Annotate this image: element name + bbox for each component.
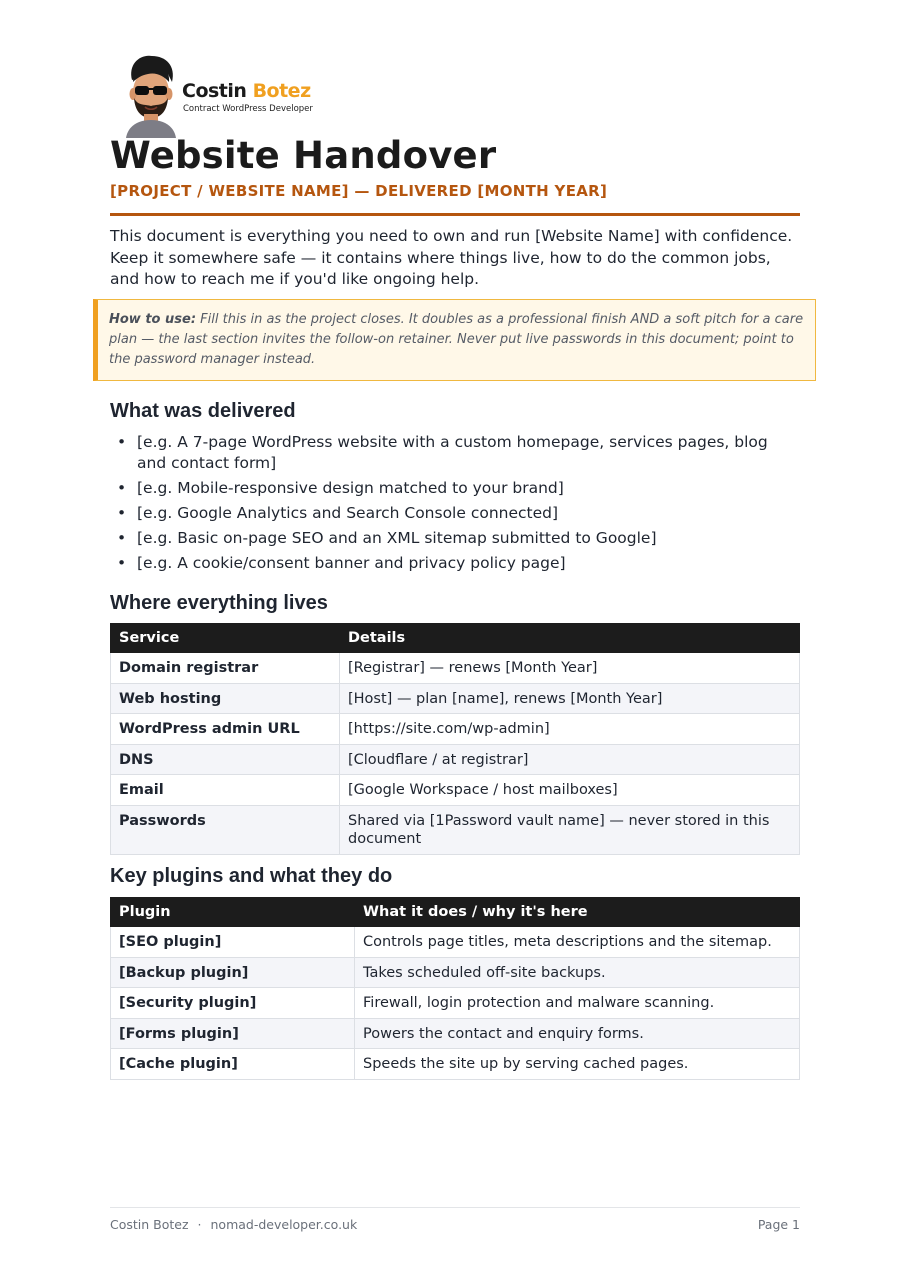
table-cell-service: Passwords: [111, 805, 340, 854]
list-item: • [e.g. A 7-page WordPress website with a custom homepage, services pages, blog and contact form]: [110, 432, 800, 473]
table-cell-service: WordPress admin URL: [111, 714, 340, 745]
section-heading-where: Where everything lives: [110, 592, 328, 614]
footer-separator: ·: [197, 1217, 202, 1232]
callout-text: Fill this in as the project closes. It doubles as a professional finish AND a soft pitch for a care plan — the last section invites the follow-on retainer. Never put live passwords in this document; point to the password manager instead.: [109, 312, 804, 367]
table-cell-details: [Cloudflare / at registrar]: [340, 744, 800, 775]
brand-first-name: Costin: [182, 80, 247, 102]
table-row: [111, 957, 800, 988]
how-to-use-callout: [93, 299, 816, 381]
table-row: [111, 927, 800, 958]
footer-credit: [110, 1217, 357, 1232]
table-header-row: [111, 624, 800, 653]
table-cell-service: Domain registrar: [111, 653, 340, 684]
footer-site: nomad-developer.co.uk: [210, 1217, 358, 1232]
footer-author: Costin Botez: [110, 1217, 189, 1232]
table-cell-description: Controls page titles, meta descriptions and the sitemap.: [355, 927, 800, 958]
table-cell-service: Web hosting: [111, 683, 340, 714]
brand-logo: [122, 52, 332, 138]
document-title: Website Handover: [110, 134, 497, 177]
page-number: Page 1: [757, 1217, 800, 1232]
column-header: What it does / why it's here: [355, 898, 800, 927]
table-row: [111, 744, 800, 775]
table-row: [111, 683, 800, 714]
brand-last-name: Botez: [252, 80, 311, 102]
table-cell-plugin: [Forms plugin]: [111, 1018, 355, 1049]
table-row: [111, 988, 800, 1019]
table-cell-description: Firewall, login protection and malware scanning.: [355, 988, 800, 1019]
section-heading-delivered: What was delivered: [110, 400, 296, 422]
table-cell-plugin: [Security plugin]: [111, 988, 355, 1019]
avatar-illustration-icon: [122, 52, 180, 138]
brand-name: [182, 80, 311, 102]
table-cell-description: Speeds the site up by serving cached pages.: [355, 1049, 800, 1080]
delivered-list: [110, 432, 800, 578]
key-plugins-table: [110, 897, 800, 1080]
list-item: • [e.g. Basic on-page SEO and an XML sitemap submitted to Google]: [110, 528, 800, 549]
intro-paragraph: This document is everything you need to own and run [Website Name] with confidence. Keep it somewhere safe — it contains where things live, how to do the common jobs, and how to reach me if you'd like ongoing help.: [110, 227, 793, 288]
table-cell-details: [Google Workspace / host mailboxes]: [340, 775, 800, 806]
table-row: [111, 653, 800, 684]
table-row: [111, 775, 800, 806]
footer-divider: [110, 1207, 800, 1208]
brand-tagline: Contract WordPress Developer: [183, 104, 313, 114]
table-cell-details: Shared via [1Password vault name] — never stored in this document: [340, 805, 800, 854]
table-row: [111, 1049, 800, 1080]
table-cell-details: [Host] — plan [name], renews [Month Year]: [340, 683, 800, 714]
table-row: [111, 1018, 800, 1049]
column-header: Details: [340, 624, 800, 653]
callout-label: How to use:: [109, 312, 197, 327]
table-header-row: [111, 898, 800, 927]
table-cell-plugin: [SEO plugin]: [111, 927, 355, 958]
table-cell-details: [Registrar] — renews [Month Year]: [340, 653, 800, 684]
table-row: [111, 714, 800, 745]
title-divider: [110, 213, 800, 216]
where-everything-lives-table: [110, 623, 800, 855]
table-cell-plugin: [Backup plugin]: [111, 957, 355, 988]
list-item: • [e.g. Google Analytics and Search Console connected]: [110, 503, 800, 524]
table-cell-plugin: [Cache plugin]: [111, 1049, 355, 1080]
table-row: [111, 805, 800, 854]
table-cell-service: DNS: [111, 744, 340, 775]
table-cell-details: [https://site.com/wp-admin]: [340, 714, 800, 745]
list-item: • [e.g. Mobile-responsive design matched to your brand]: [110, 478, 800, 499]
column-header: Plugin: [111, 898, 355, 927]
document-subtitle: [PROJECT / WEBSITE NAME] — DELIVERED [MONTH YEAR]: [110, 182, 608, 200]
table-cell-description: Takes scheduled off-site backups.: [355, 957, 800, 988]
table-cell-service: Email: [111, 775, 340, 806]
section-heading-plugins: Key plugins and what they do: [110, 865, 393, 887]
table-cell-description: Powers the contact and enquiry forms.: [355, 1018, 800, 1049]
column-header: Service: [111, 624, 340, 653]
list-item: • [e.g. A cookie/consent banner and privacy policy page]: [110, 553, 800, 574]
